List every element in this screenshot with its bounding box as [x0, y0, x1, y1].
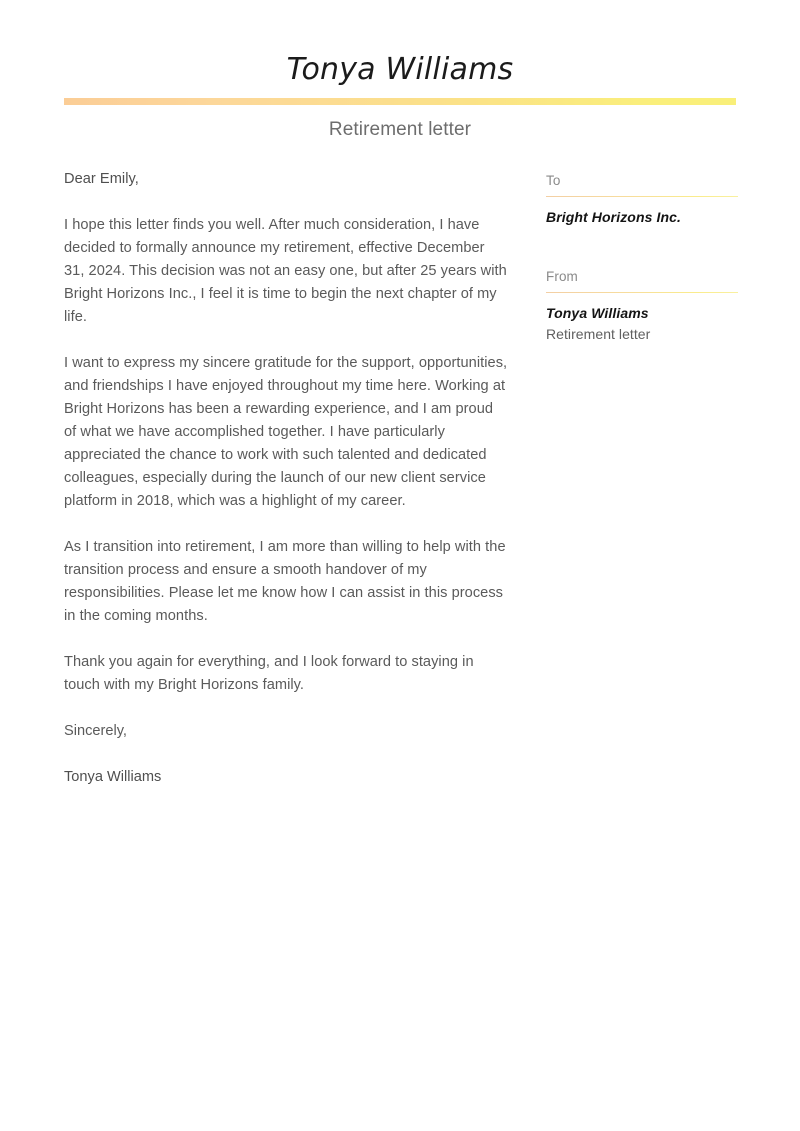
from-block	[546, 268, 738, 345]
document-subtitle: Retirement letter	[328, 119, 472, 140]
to-divider	[546, 196, 738, 197]
closing-line: Sincerely,	[64, 723, 127, 739]
from-divider	[546, 292, 738, 293]
letter-paragraph: As I transition into retirement, I am more than willing to help with the transition process and ensure a smooth handover of my responsibilities. Please let me know how I can assist in this process in the coming months.	[64, 539, 506, 624]
letter-paragraph: I hope this letter finds you well. After much consideration, I have decided to formally announce my retirement, effective December 31, 2024. This decision was not an easy one, but after 25 years with Bright Horizons Inc., I feel it is time to begin the next chapter of my life.	[64, 217, 507, 325]
accent-gradient-bar	[64, 98, 736, 105]
letterhead	[64, 52, 736, 142]
recipient-name: Bright Horizons Inc.	[546, 209, 681, 225]
letter-body	[64, 168, 508, 789]
to-label: To	[546, 173, 561, 188]
signature-name: Tonya Williams	[64, 769, 162, 785]
meta-column	[546, 172, 738, 385]
page-title: Tonya Williams	[286, 52, 514, 87]
letter-paragraph: I want to express my sincere gratitude for the support, opportunities, and friendships I have enjoyed throughout my time here. Working at Bright Horizons has been a rewarding experience, and I am proud of what we have accomplished together. I have particularly appreciated the chance to work with such talented and dedicated colleagues, especially during the launch of our new client service platform in 2018, which was a highlight of my career.	[64, 355, 508, 509]
to-block	[546, 172, 738, 228]
letter-paragraph: Thank you again for everything, and I look forward to staying in touch with my Bright Horizons family.	[64, 654, 474, 693]
sender-name: Tonya Williams	[546, 305, 649, 321]
document-type: Retirement letter	[546, 326, 651, 342]
salutation: Dear Emily,	[64, 171, 139, 187]
from-label: From	[546, 269, 578, 284]
